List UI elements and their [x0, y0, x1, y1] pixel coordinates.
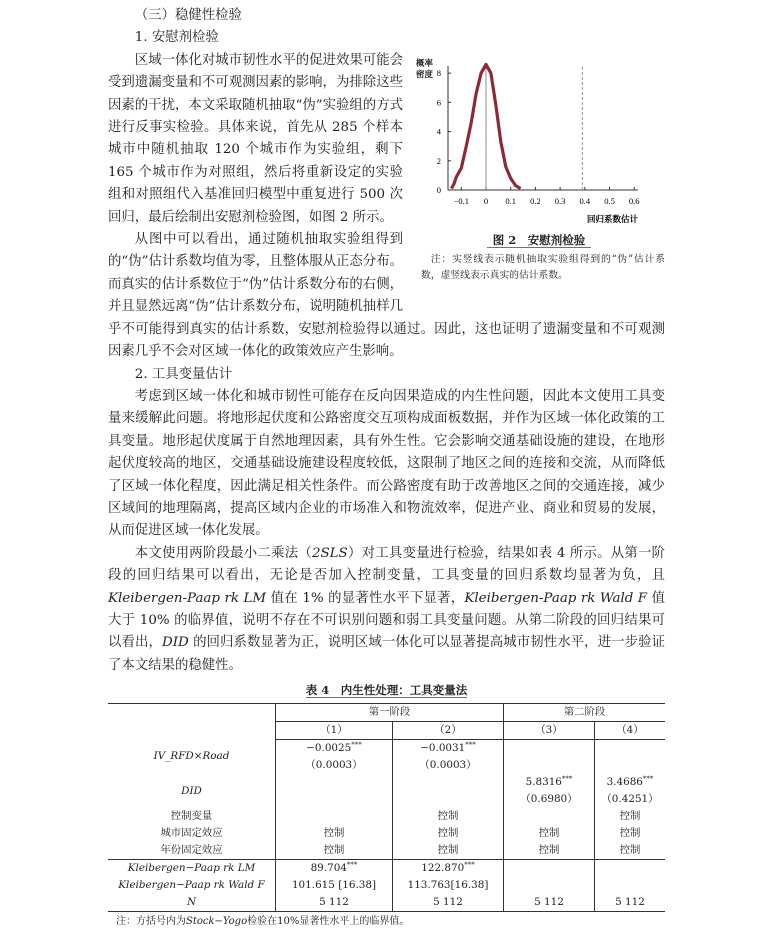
sig-stars: ***: [464, 861, 475, 870]
text: DID: [161, 635, 189, 651]
table-row: [108, 774, 665, 791]
paragraph: 考虑到区域一体化和城市韧性可能存在反向因果造成的内生性问题，因此本文使用工具变量来缓解此问题。将地形起伏度和公路密度交互项构成面板数据，并作为区域一体化政策的工具变量。地形起伏度属于自然地理因素，具有外生性。它会影响交通基础设施的建设，在地形起伏度较高的地区，交通基础设施建设程度较低，这限制了地区之间的连接和交流，从而降低了区域一体化程度，因此满足相关性条件。而公路密度有助于改善地区之间的交通连接，减少区域间的地理隔离，提高区域内企业的市场准入和物流效率，促进产业、商业和贸易的发展，从而促进区域一体化发展。: [108, 388, 665, 539]
col-header: （2）: [393, 722, 504, 740]
cell: （0.0003）: [276, 757, 393, 774]
text: Stock−Yogo: [186, 916, 248, 928]
table-row: [108, 704, 665, 722]
table-caption-text: 表 4 内生性处理：工具变量法: [305, 683, 468, 698]
text: Kleibergen-Paap rk Wald F: [464, 590, 648, 606]
cell: −0.0025: [306, 742, 352, 755]
table-row: [108, 825, 665, 842]
text: 值大于 10% 的临界值，说明不存在不可识别问题和弱工具变量问题。从第二阶段的回归结果可以看出，: [108, 590, 665, 651]
section-heading: （三）稳健性检验: [134, 8, 242, 23]
cell: （0.0003）: [393, 757, 504, 774]
row-label: 控制变量: [170, 810, 213, 823]
cell: 122.870: [421, 862, 465, 875]
col-header: （3）: [504, 722, 595, 740]
subsection-heading-placebo: 1. 安慰剂检验: [134, 30, 219, 46]
col-header: （4）: [595, 722, 666, 740]
density-chart: [413, 56, 665, 232]
text: ）对工具变量进行检验，结果如表 4 所示。从第一阶段的回归结果可以看出，无论是否加入控制变量，工具变量的回归系数均显著为负，且: [108, 545, 666, 584]
col-header: （1）: [276, 722, 393, 740]
paragraph: 从图中可以看出，通过随机抽取实验组得到的“伪”估计系数均值为零，且整体服从正态分布。而真实的估计系数位于“伪”估计系数分布的右侧，并且显然远离“伪”估计系数分布，说明随机抽样几乎不可能得到真实的估计系数，安慰剂检验得以通过。因此，这也证明了遗漏变量和不可观测因素几乎不会对区域一体化的政策效应产生影响。: [108, 232, 665, 360]
sig-stars: ***: [561, 775, 573, 784]
table-caption: [108, 681, 665, 699]
row-label: N: [186, 896, 197, 909]
results-table: [108, 703, 665, 912]
text: 注：方括号内为: [116, 916, 186, 928]
row-label: Kleibergen−Paap rk LM: [127, 862, 256, 875]
y-tick-label: 6: [436, 97, 441, 108]
sig-stars: ***: [351, 741, 362, 750]
y-tick-label: 0: [436, 184, 441, 195]
cell: 控制: [393, 808, 504, 825]
cell: [276, 808, 393, 825]
cell: 101.615 [16.38]: [276, 877, 393, 894]
text: 的回归系数显著为正，说明区域一体化可以显著提高城市韧性水平，进一步验证了本文结果的稳健性。: [108, 635, 665, 673]
sig-stars: ***: [642, 775, 654, 784]
row-label: DID: [181, 784, 202, 797]
cell: 89.704: [310, 862, 347, 875]
figure-placebo-test: [413, 56, 665, 308]
table-row: [108, 740, 665, 758]
x-tick-label: 0.5: [604, 195, 615, 206]
cell: 控制: [595, 808, 666, 825]
cell: 控制: [276, 842, 393, 860]
cell: （0.4251）: [595, 791, 666, 808]
figure-note: 注：实竖线表示随机抽取实验组得到的“伪”估计系数，虚竖线表示真实的估计系数。: [421, 253, 665, 281]
text: 检验在10%显著性水平上的临界值。: [247, 916, 410, 928]
cell: 控制: [595, 825, 666, 842]
x-tick-label: 0: [483, 195, 489, 206]
cell: 控制: [595, 842, 666, 860]
text: 2SLS: [311, 545, 348, 561]
cell: 控制: [504, 825, 595, 842]
cell: （0.6980）: [504, 791, 595, 808]
paragraph: 区域一体化对城市韧性水平的促进效果可能会受到遗漏变量和不可观测因素的影响，为排除这些因素的干扰，本文采取随机抽取“伪”实验组的方式进行反事实检验。具体来说，首先从 285 个样本城市中随机抽取 120 个城市作为实验组，剩下 165 个城市作为对照组，然后将重新设定的实验组和对照组代入基准回归模型中重复进行 500 次回归，最后绘制出安慰剂检验图，如图 2 所示。: [108, 52, 403, 225]
text: 值在 1% 的显著性水平下显著，: [266, 590, 465, 606]
y-tick-label: 2: [436, 155, 441, 166]
y-tick-label: 8: [436, 68, 441, 79]
cell: 5.8316: [525, 776, 562, 789]
x-tick-label: 0.4: [579, 195, 591, 206]
cell: 控制: [393, 825, 504, 842]
x-tick-label: 0.6: [628, 195, 640, 206]
x-tick-label: 0.2: [530, 195, 541, 206]
row-label: 年份固定效应: [160, 844, 223, 857]
cell: 控制: [393, 842, 504, 860]
cell: 5 112: [595, 894, 666, 912]
row-label: 城市固定效应: [160, 827, 223, 840]
y-axis-label: 概率密度: [416, 58, 434, 80]
row-label: IV_RFD×Road: [153, 750, 230, 763]
x-axis-label: 回归系数估计: [586, 214, 638, 225]
figure-caption: [413, 232, 665, 248]
sig-stars: ***: [346, 861, 358, 870]
cell: 5 112: [393, 894, 504, 912]
row-label: Kleibergen−Paap rk Wald F: [118, 879, 265, 892]
document-page: [108, 5, 665, 929]
text: 本文使用两阶段最小二乘法（: [134, 545, 312, 561]
paragraph: [108, 543, 665, 677]
cell: [504, 808, 595, 825]
table-row: [108, 877, 665, 894]
cell: 控制: [276, 825, 393, 842]
table-row: [108, 860, 665, 878]
stage1-header: 第一阶段: [276, 704, 504, 722]
cell: 控制: [504, 842, 595, 860]
table-note: [108, 915, 665, 929]
table-row: [108, 842, 665, 860]
subsection-heading-iv: 2. 工具变量估计: [134, 366, 233, 382]
sig-stars: ***: [465, 741, 476, 750]
text: Kleibergen-Paap rk LM: [108, 590, 267, 606]
x-tick-label: 0.3: [554, 195, 566, 206]
cell: 3.4686: [606, 776, 643, 789]
table-row: [108, 894, 665, 912]
figure-caption-text: 图 2 安慰剂检验: [487, 233, 592, 248]
stage2-header: 第二阶段: [504, 704, 666, 722]
cell: −0.0031: [420, 742, 466, 755]
x-tick-label: 0.1: [505, 195, 517, 206]
x-tick-label: −0.1: [453, 195, 470, 206]
table-row: [108, 808, 665, 825]
cell: 113.763[16.38]: [393, 877, 504, 894]
y-tick-label: 4: [436, 126, 441, 137]
cell: 5 112: [504, 894, 595, 912]
cell: 5 112: [276, 894, 393, 912]
